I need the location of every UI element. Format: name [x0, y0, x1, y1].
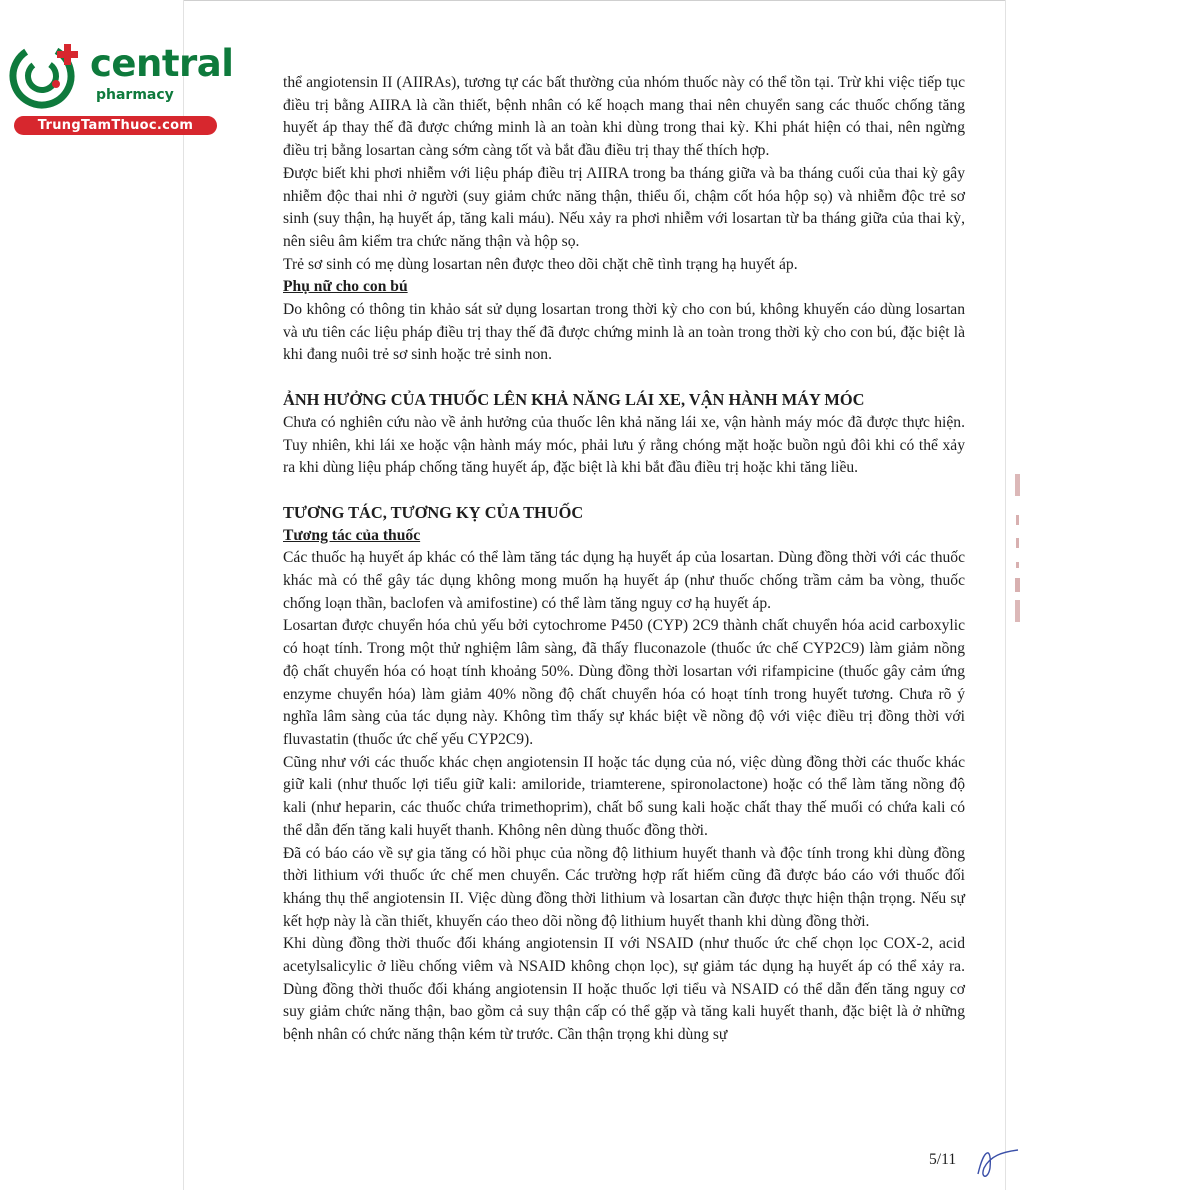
logo-subtitle: pharmacy [96, 87, 174, 103]
paragraph-pregnancy-2: Được biết khi phơi nhiễm với liệu pháp điều trị AIIRA trong ba tháng giữa và ba tháng cuối của thai kỳ gây nhiễm độc thai nhi ở người (suy giảm chức năng thận, thiểu ối, chậm cốt hóa hộp sọ) và nhiễm độc trẻ sơ sinh (suy thận, hạ huyết áp, tăng kali máu). Nếu xảy ra phơi nhiễm với losartan từ ba tháng giữa của thai kỳ, nên siêu âm kiểm tra chức năng thận và hộp sọ. [283, 164, 965, 250]
logo-ribbon[interactable] [14, 116, 217, 135]
heading-driving: ẢNH HƯỞNG CỦA THUỐC LÊN KHẢ NĂNG LÁI XE, VẬN HÀNH MÁY MÓC [283, 390, 865, 410]
central-pharmacy-logo [8, 36, 234, 136]
paragraph-interaction-2: Losartan được chuyển hóa chủ yếu bởi cytochrome P450 (CYP) 2C9 thành chất chuyển hóa acid carboxylic có hoạt tính. Trong một thử nghiệm lâm sàng, đã thấy fluconazole (thuốc ức chế CYP2C9) làm giảm nồng độ chất chuyển hóa có hoạt tính khoảng 50%. Dùng đồng thời losartan với rifampicine (thuốc gây cảm ứng enzyme chuyển hóa) làm giảm 40% nồng độ chất chuyển hóa có hoạt tính trong huyết tương. Chưa rõ ý nghĩa lâm sàng của tác dụng này. Không tìm thấy sự khác biệt về nồng độ với việc điều trị đồng thời với fluvastatin (thuốc ức chế yếu CYP2C9). [283, 617, 965, 748]
top-rule [183, 0, 1005, 1]
paragraph-interaction-4: Đã có báo cáo về sự gia tăng có hồi phục của nồng độ lithium huyết thanh và độc tính trong khi dùng đồng thời lithium với thuốc ức chế men chuyển. Các trường hợp rất hiếm cũng đã được báo cáo với thuốc đối kháng thụ thể angiotensin II. Việc dùng đồng thời lithium và losartan cần được thực hiện thận trọng. Nếu sự kết hợp này là cần thiết, khuyến cáo theo dõi nồng độ lithium huyết thanh khi dùng đồng thời. [283, 844, 965, 930]
paragraph-interaction-1: Các thuốc hạ huyết áp khác có thể làm tăng tác dụng hạ huyết áp của losartan. Dùng đồng thời với các thuốc khác mà có thể gây tác dụng không mong muốn hạ huyết áp (như thuốc chống trầm cảm ba vòng, thuốc chống loạn thần, baclofen và amifostine) có thể làm tăng nguy cơ hạ huyết áp. [283, 549, 965, 612]
faint-stamp-icon [1011, 470, 1025, 630]
document-body [283, 72, 965, 1047]
pharmacy-cross-icon [8, 36, 90, 116]
paragraph-breastfeeding: Do không có thông tin khảo sát sử dụng losartan trong thời kỳ cho con bú, không khuyến cáo dùng losartan và ưu tiên các liệu pháp điều trị thay thế đã được chứng minh là an toàn trong thời kỳ cho con bú, đặc biệt là khi đang nuôi trẻ sơ sinh hoặc trẻ sinh non. [283, 301, 965, 364]
paragraph-pregnancy-3: Trẻ sơ sinh có mẹ dùng losartan nên được theo dõi chặt chẽ tình trạng hạ huyết áp. [283, 255, 798, 273]
page-frame-right [1005, 0, 1006, 1190]
paragraph-pregnancy-1: thể angiotensin II (AIIRAs), tương tự các bất thường của nhóm thuốc này có thể tồn tại. Trừ khi việc tiếp tục điều trị bằng AIIRA là cần thiết, bệnh nhân có kế hoạch mang thai nên chuyển sang các thuốc chống tăng huyết áp thay thế đã được chứng minh là an toàn khi dùng trong thai kỳ. Khi phát hiện có thai, nên ngừng điều trị bằng losartan càng sớm càng tốt và bắt đầu điều trị thay thế thích hợp. [283, 74, 965, 160]
logo-brand: central [90, 42, 234, 85]
paragraph-interaction-3: Cũng như với các thuốc khác chẹn angiotensin II hoặc tác dụng của nó, việc dùng đồng thời các thuốc khác giữ kali (như thuốc lợi tiểu giữ kali: amiloride, triamterene, spironolactone) hoặc có thể làm tăng nồng độ kali (như heparin, các thuốc chứa trimethoprim), chất bổ sung kali hoặc chất thay thế muối có chứa kali có thể dẫn đến tăng kali huyết thanh. Không nên dùng thuốc đồng thời. [283, 753, 965, 839]
paragraph-interaction-5: Khi dùng đồng thời thuốc đối kháng angiotensin II với NSAID (như thuốc ức chế chọn lọc COX-2, acid acetylsalicylic ở liều chống viêm và NSAID không chọn lọc), sự giảm tác dụng hạ huyết áp có thể xảy ra. Dùng đồng thời thuốc đối kháng angiotensin II hoặc thuốc lợi tiểu và NSAID có thể dẫn đến tăng nguy cơ suy giảm chức năng thận, bao gồm cả suy thận cấp có thể gặp và tăng kali huyết thanh, đặc biệt là ở những bệnh nhân có chức năng thận kém từ trước. Cần thận trọng khi dùng sự [283, 935, 965, 1044]
page-frame-left [183, 0, 184, 1190]
paragraph-driving: Chưa có nghiên cứu nào về ảnh hưởng của thuốc lên khả năng lái xe, vận hành máy móc đã được thực hiện. Tuy nhiên, khi lái xe hoặc vận hành máy móc, phải lưu ý rằng chóng mặt hoặc buồn ngủ đôi khi có thể xảy ra khi dùng liệu pháp chống tăng huyết áp, đặc biệt là khi bắt đầu điều trị hoặc khi tăng liều. [283, 413, 965, 477]
page-number: 5/11 [929, 1151, 957, 1168]
margin-stamp-mark [1011, 470, 1025, 638]
heading-interactions: TƯƠNG TÁC, TƯƠNG KỴ CỦA THUỐC [283, 502, 584, 522]
subheading-drug-interactions: Tương tác của thuốc [283, 526, 421, 544]
subheading-breastfeeding: Phụ nữ cho con bú [283, 278, 408, 296]
logo-ribbon-text: TrungTamThuoc.com [37, 118, 194, 133]
signature-icon [968, 1138, 1024, 1182]
